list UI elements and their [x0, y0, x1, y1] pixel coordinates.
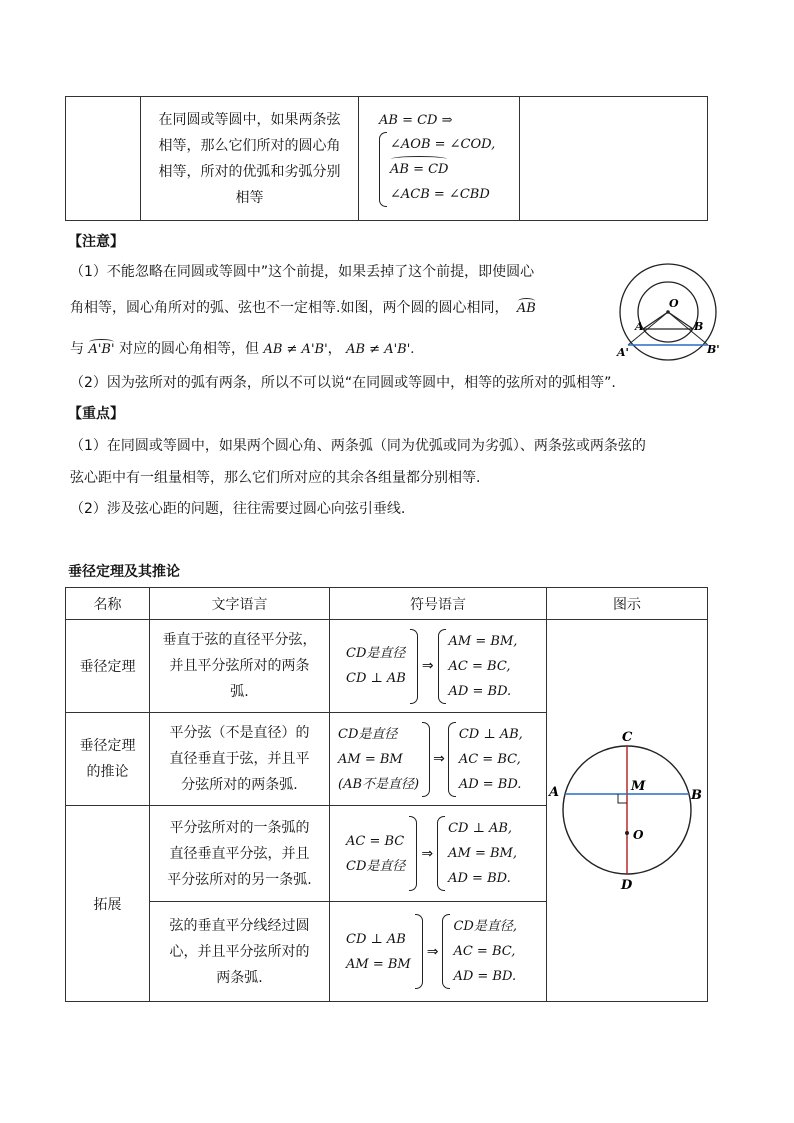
row-name: 垂径定理 的推论	[66, 713, 150, 806]
label-b: B	[691, 787, 702, 803]
text-line: 直径垂直平分弦，并且	[169, 845, 310, 862]
concentric-circles-figure	[612, 260, 724, 364]
implies-arrow: ⇒	[433, 751, 445, 767]
result-line: AD = BD.	[448, 683, 512, 699]
header-text: 文字语言	[150, 588, 330, 620]
note-p1-line3: 与 A'B' 对应的圆心角相等，但 AB ≠ A'B'， AB ≠ A'B'.	[70, 339, 414, 360]
result-line: ∠AOB = ∠COD,	[390, 137, 496, 152]
text-line: 直径垂直于弦，并且平	[169, 751, 310, 767]
row-text-cell	[150, 620, 330, 713]
inequality-chords: AB ≠ A'B'.	[346, 342, 415, 357]
premise-line: CD ⊥ AB	[346, 671, 406, 686]
label-a: A	[549, 784, 560, 800]
result-line: AD = BD.	[448, 871, 511, 886]
inequality-arcs: AB ≠ A'B'	[263, 342, 328, 357]
result-line: AM = BM,	[448, 633, 518, 649]
text-line: 弦的垂直平分线经过圆	[169, 917, 310, 934]
premise-line: CD是直径	[346, 646, 406, 661]
key-p1-line2: 弦心距中有一组量相等，那么它们所对应的其余各组量都分别相等.	[70, 470, 481, 486]
label-d: D	[621, 877, 633, 893]
text-line: 相等，那么它们所对的圆心角	[158, 137, 341, 154]
label-c: C	[622, 729, 633, 745]
top-figure-cell	[520, 97, 708, 221]
note-p2: （2）因为弦所对的弧有两条，所以不可以说“在同圆或等圆中，相等的弦所对的弧相等”.	[70, 375, 616, 391]
text-line: 相等，所对的优弧和劣弧分别	[158, 163, 341, 180]
text-line: 两条弧.	[216, 969, 263, 986]
premise-line: (AB不是直径)	[338, 776, 420, 792]
result-line: CD ⊥ AB,	[448, 821, 513, 836]
premise-line: CD是直径	[346, 858, 406, 874]
header-name: 名称	[66, 588, 150, 620]
result-line: AD = BD.	[453, 969, 517, 984]
result-line: AC = BC,	[453, 944, 516, 959]
result-line: AC = BC,	[448, 658, 511, 674]
row-text-cell	[150, 713, 330, 806]
text-line: 平分弦所对的另一条弧.	[167, 871, 312, 888]
implies-arrow: ⇒	[421, 845, 434, 862]
result-line: CD ⊥ AB,	[458, 726, 523, 742]
label-a-prime: A'	[617, 346, 629, 359]
premise-line: AC = BC	[346, 833, 405, 849]
premise-line: CD ⊥ AB	[346, 931, 406, 947]
text-line: 在同圆或等圆中，如果两条弦	[158, 111, 341, 128]
text-line: 平分弦（不是直径）的	[169, 725, 310, 741]
header-symbol: 符号语言	[330, 588, 547, 620]
result-line: AB = CD	[390, 157, 495, 182]
result-line: AC = BC,	[458, 751, 521, 767]
arc-a-prime-b-prime: A'B'	[88, 340, 114, 360]
result-line: CD是直径,	[453, 919, 517, 934]
right-angle-mark	[618, 794, 627, 803]
result-line: ∠ACB = ∠CBD	[390, 187, 490, 202]
figure-cell	[547, 620, 708, 1002]
implies-arrow: ⇒	[426, 943, 439, 960]
row-symbol-cell	[330, 902, 547, 1002]
section-title: 垂径定理及其推论	[68, 564, 180, 580]
top-name-cell	[66, 97, 141, 221]
note-p1-line2: 角相等，圆心角所对的弧、弦也不一定相等.如图，两个圆的圆心相同， AB	[70, 298, 536, 319]
header-figure: 图示	[547, 588, 708, 620]
row-symbol-cell	[330, 713, 547, 806]
top-text-cell	[141, 97, 359, 221]
key-p2: （2）涉及弦心距的问题，往往需要过圆心向弦引垂线.	[70, 501, 406, 517]
text-line: 心，并且平分弦所对的	[169, 943, 310, 960]
arc-ab: AB	[517, 299, 536, 319]
text-line: 弧.	[230, 684, 249, 700]
text-line: 相等	[235, 189, 264, 206]
implies-arrow: ⇒	[421, 658, 434, 674]
text-line: 平分弦所对的一条弧的	[169, 819, 310, 836]
top-symbol-cell	[359, 97, 520, 221]
row-name: 拓展	[66, 806, 150, 1002]
text-line: 垂直于弦的直径平分弦，	[162, 632, 317, 648]
note-heading: 【注意】	[68, 234, 124, 250]
top-table	[65, 96, 708, 221]
result-line: AM = BM,	[448, 846, 517, 861]
circle-diameter-figure	[547, 726, 707, 896]
text-line: 并且平分弦所对的两条	[169, 658, 310, 674]
label-b: B	[694, 320, 704, 333]
label-o: O	[669, 297, 679, 310]
result-line: AD = BD.	[458, 776, 522, 792]
row-text-cell	[150, 902, 330, 1002]
left-brace	[379, 132, 387, 207]
label-a: A	[635, 320, 644, 333]
label-m: M	[631, 778, 646, 794]
perpendicular-diameter-table	[65, 587, 708, 1002]
premise-line: AM = BM	[338, 751, 403, 767]
note-p1-line1: （1）不能忽略在同圆或等圆中”这个前提，如果丢掉了这个前提，即使圆心	[70, 264, 535, 280]
key-heading: 【重点】	[68, 406, 124, 422]
key-p1-line1: （1）在同圆或等圆中，如果两个圆心角、两条弧（同为优弧或同为劣弧）、两条弦或两条弦的	[70, 438, 646, 454]
text-line: 分弦所对的两条弧.	[181, 777, 298, 793]
row-text-cell	[150, 806, 330, 902]
row-name: 垂径定理	[66, 620, 150, 713]
premise-line: AM = BM	[346, 956, 411, 972]
row-symbol-cell	[330, 806, 547, 902]
row-symbol-cell	[330, 620, 547, 713]
premise: AB = CD ⇒	[379, 113, 453, 128]
label-b-prime: B'	[707, 343, 720, 356]
label-o: O	[633, 827, 644, 842]
premise-line: CD是直径	[338, 726, 398, 742]
